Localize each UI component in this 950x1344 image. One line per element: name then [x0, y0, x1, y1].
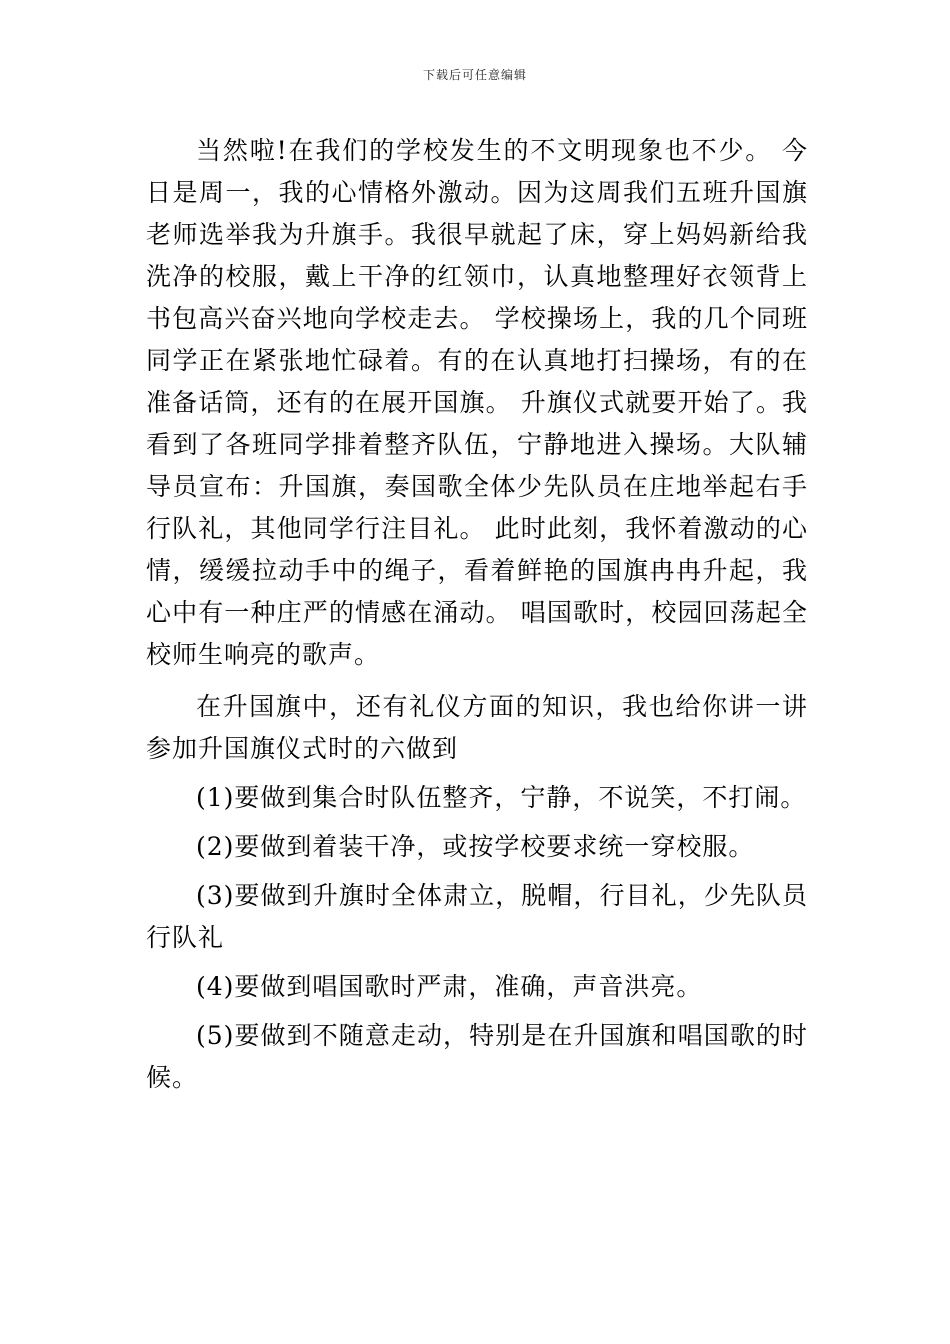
list-item: (2)要做到着装干净，或按学校要求统一穿校服。 [196, 832, 755, 861]
paragraph: 在升国旗中，还有礼仪方面的知识，我也给你讲一讲参加升国旗仪式时的六做到 [146, 692, 808, 763]
list-item: (1)要做到集合时队伍整齐，宁静，不说笑，不打闹。 [196, 783, 807, 812]
list-item: (4)要做到唱国歌时严肃，准确，声音洪亮。 [196, 972, 703, 1001]
list-item: (5)要做到不随意走动，特别是在升国旗和唱国歌的时候。 [146, 1021, 808, 1092]
paragraph: 当然啦!在我们的学校发生的不文明现象也不少。 今日是周一，我的心情格外激动。因为这周我们五班升国旗老师选举我为升旗手。我很早就起了床，穿上妈妈新给我洗净的校服，戴上干净的红领巾，认真地整理好衣领背上书包高兴奋兴地向学校走去。 学校操场上，我的几个同班同学正在紧张地忙碌着。有的在认真地打扫操场，有的在准备话筒，还有的在展开国旗。 升旗仪式就要开始了。我看到了各班同学排着整齐队伍，宁静地进入操场。大队辅导员宣布：升国旗，奏国歌全体少先队员在庄地举起右手行队礼，其他同学行注目礼。 此时此刻，我怀着激动的心情，缓缓拉动手中的绳子，看着鲜艳的国旗冉冉升起，我心中有一种庄严的情感在涌动。 唱国歌时，校园回荡起全校师生响亮的歌声。 [146, 136, 808, 669]
document-body [146, 130, 808, 1099]
page-header: 下载后可任意编辑 [422, 68, 527, 82]
list-item: (3)要做到升旗时全体肃立，脱帽，行目礼，少先队员行队礼 [146, 881, 808, 952]
